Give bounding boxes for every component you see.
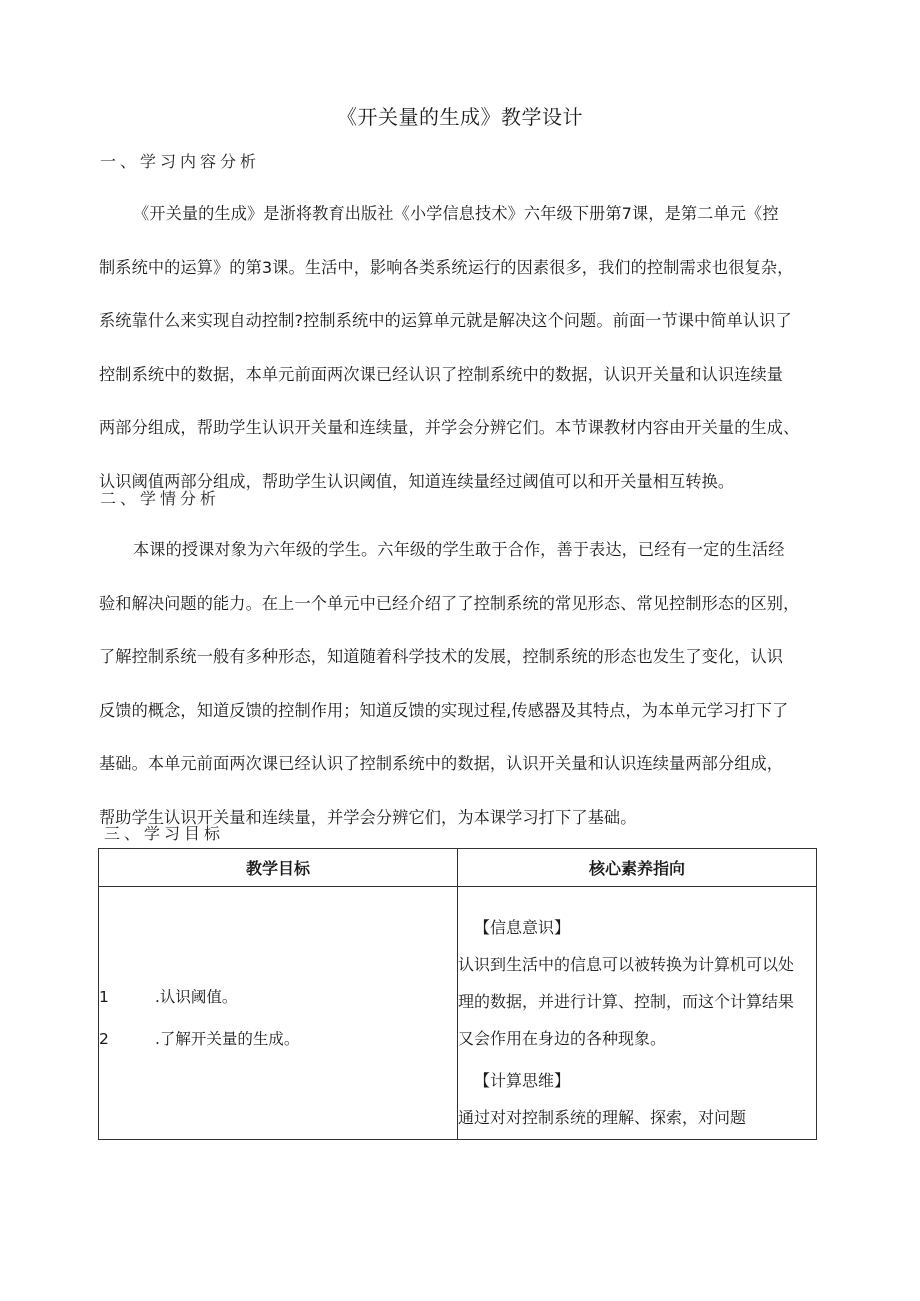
header-core-literacy: 核心素养指向 bbox=[458, 849, 817, 887]
header-teaching-goals: 教学目标 bbox=[99, 849, 458, 887]
goal-text: .了解开关量的生成。 bbox=[155, 1030, 300, 1048]
table-row bbox=[99, 887, 817, 1140]
goals-cell bbox=[99, 887, 458, 1140]
paragraph-content-analysis bbox=[99, 187, 829, 508]
paragraph-line: 控制系统中的数据，本单元前面两次课已经认识了控制系统中的数据，认识开关量和认识连续量 bbox=[99, 364, 784, 384]
section-heading-content-analysis: 一、学习内容分析 bbox=[100, 152, 261, 171]
core-text-line: 理的数据，并进行计算、控制，而这个计算结果 bbox=[458, 992, 795, 1011]
core-heading-information-awareness: 【信息意识】 bbox=[474, 918, 571, 937]
document-title: 《开关量的生成》教学设计 bbox=[337, 105, 583, 129]
section-heading-learner-analysis: 二、学情分析 bbox=[100, 489, 221, 508]
paragraph-learner-analysis bbox=[99, 523, 829, 844]
paragraph-line: 反馈的概念，知道反馈的控制作用；知道反馈的实现过程,传感器及其特点，为本单元学习打下了 bbox=[99, 700, 789, 720]
core-text-line: 认识到生活中的信息可以被转换为计算机可以处 bbox=[458, 955, 795, 974]
paragraph-line: 验和解决问题的能力。在上一个单元中已经介绍了了控制系统的常见形态、常见控制形态的区别， bbox=[99, 593, 800, 613]
table-header-row bbox=[99, 849, 817, 887]
paragraph-line: 本课的授课对象为六年级的学生。六年级的学生敢于合作，善于表达，已经有一定的生活经 bbox=[133, 540, 785, 559]
goal-text: .认识阈值。 bbox=[155, 988, 238, 1006]
section-heading-learning-goals: 三、学习目标 bbox=[104, 824, 225, 843]
learning-goals-table bbox=[98, 848, 817, 1140]
core-text-line: 又会作用在身边的各种现象。 bbox=[458, 1029, 667, 1048]
core-literacy-cell bbox=[458, 887, 817, 1140]
core-heading-computational-thinking: 【计算思维】 bbox=[474, 1071, 571, 1090]
paragraph-line: 两部分组成，帮助学生认识开关量和连续量，并学会分辨它们。本节课教材内容由开关量的生成、 bbox=[99, 418, 800, 437]
paragraph-line: 帮助学生认识开关量和连续量，并学会分辨它们，为本课学习打下了基础。 bbox=[99, 807, 637, 827]
goal-number: 2 bbox=[99, 1030, 109, 1048]
paragraph-line: 制系统中的运算》的第3课。生活中，影响各类系统运行的因素很多，我们的控制需求也很复杂， bbox=[99, 257, 794, 277]
core-text-line: 通过对对控制系统的理解、探索，对问题 bbox=[458, 1108, 747, 1127]
paragraph-line: 了解控制系统一般有多种形态，知道随着科学技术的发展，控制系统的形态也发生了变化，认识 bbox=[99, 647, 784, 666]
paragraph-line: 认识阈值两部分组成，帮助学生认识阈值，知道连续量经过阈值可以和开关量相互转换。 bbox=[99, 471, 735, 491]
goal-number: 1 bbox=[99, 988, 109, 1006]
paragraph-line: 系统靠什么来实现自动控制?控制系统中的运算单元就是解决这个问题。前面一节课中简单认识了 bbox=[99, 311, 792, 330]
paragraph-line: 《开关量的生成》是浙将教育出版社《小学信息技术》六年级下册第7课，是第二单元《控 bbox=[133, 204, 779, 223]
paragraph-line: 基础。本单元前面两次课已经认识了控制系统中的数据，认识开关量和认识连续量两部分组成， bbox=[99, 754, 784, 773]
